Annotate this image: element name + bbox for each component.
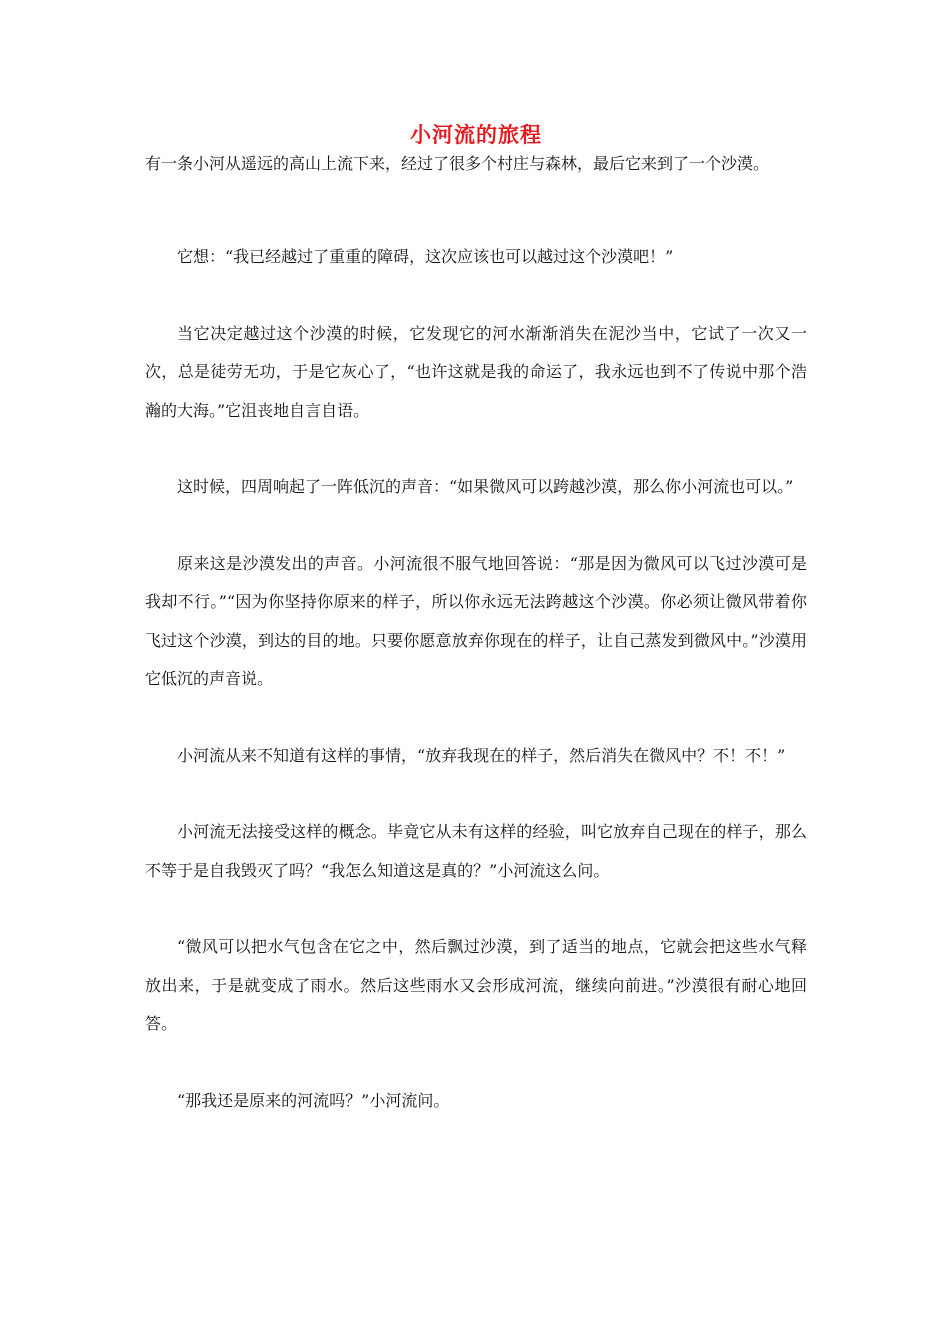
paragraph-7: 小河流无法接受这样的概念。毕竟它从未有这样的经验，叫它放弃自己现在的样子，那么不等于是自我毁灭了吗？“我怎么知道这是真的？”小河流这么问。 bbox=[145, 822, 807, 880]
paragraph-4: 这时候，四周响起了一阵低沉的声音：“如果微风可以跨越沙漠，那么你小河流也可以。” bbox=[177, 477, 794, 496]
paragraph-3: 当它决定越过这个沙漠的时候，它发现它的河水渐渐消失在泥沙当中，它试了一次又一次，总是徒劳无功，于是它灰心了，“也许这就是我的命运了，我永远也到不了传说中那个浩瀚的大海。”它沮丧地自言自语。 bbox=[145, 323, 807, 420]
paragraph-9: “那我还是原来的河流吗？”小河流问。 bbox=[177, 1090, 450, 1110]
document-title: 小河流的旅程 bbox=[410, 122, 542, 147]
paragraph-1: 有一条小河从遥远的高山上流下来，经过了很多个村庄与森林，最后它来到了一个沙漠。 bbox=[145, 154, 770, 173]
paragraph-8: “微风可以把水气包含在它之中，然后飘过沙漠，到了适当的地点，它就会把这些水气释放出来，于是就变成了雨水。然后这些雨水又会形成河流，继续向前进。”沙漠很有耐心地回答。 bbox=[145, 937, 807, 1033]
document-page bbox=[145, 118, 807, 1158]
paragraph-6: 小河流从来不知道有这样的事情，“放弃我现在的样子，然后消失在微风中？不！不！” bbox=[177, 745, 786, 765]
paragraph-2: 它想：“我已经越过了重重的障碍，这次应该也可以越过这个沙漠吧！” bbox=[177, 247, 674, 266]
paragraph-5: 原来这是沙漠发出的声音。小河流很不服气地回答说：“那是因为微风可以飞过沙漠可是我却不行。”“因为你坚持你原来的样子，所以你永远无法跨越这个沙漠。你必须让微风带着你飞过这个沙漠，到达的目的地。只要你愿意放弃你现在的样子，让自己蒸发到微风中。”沙漠用它低沉的声音说。 bbox=[145, 553, 807, 688]
